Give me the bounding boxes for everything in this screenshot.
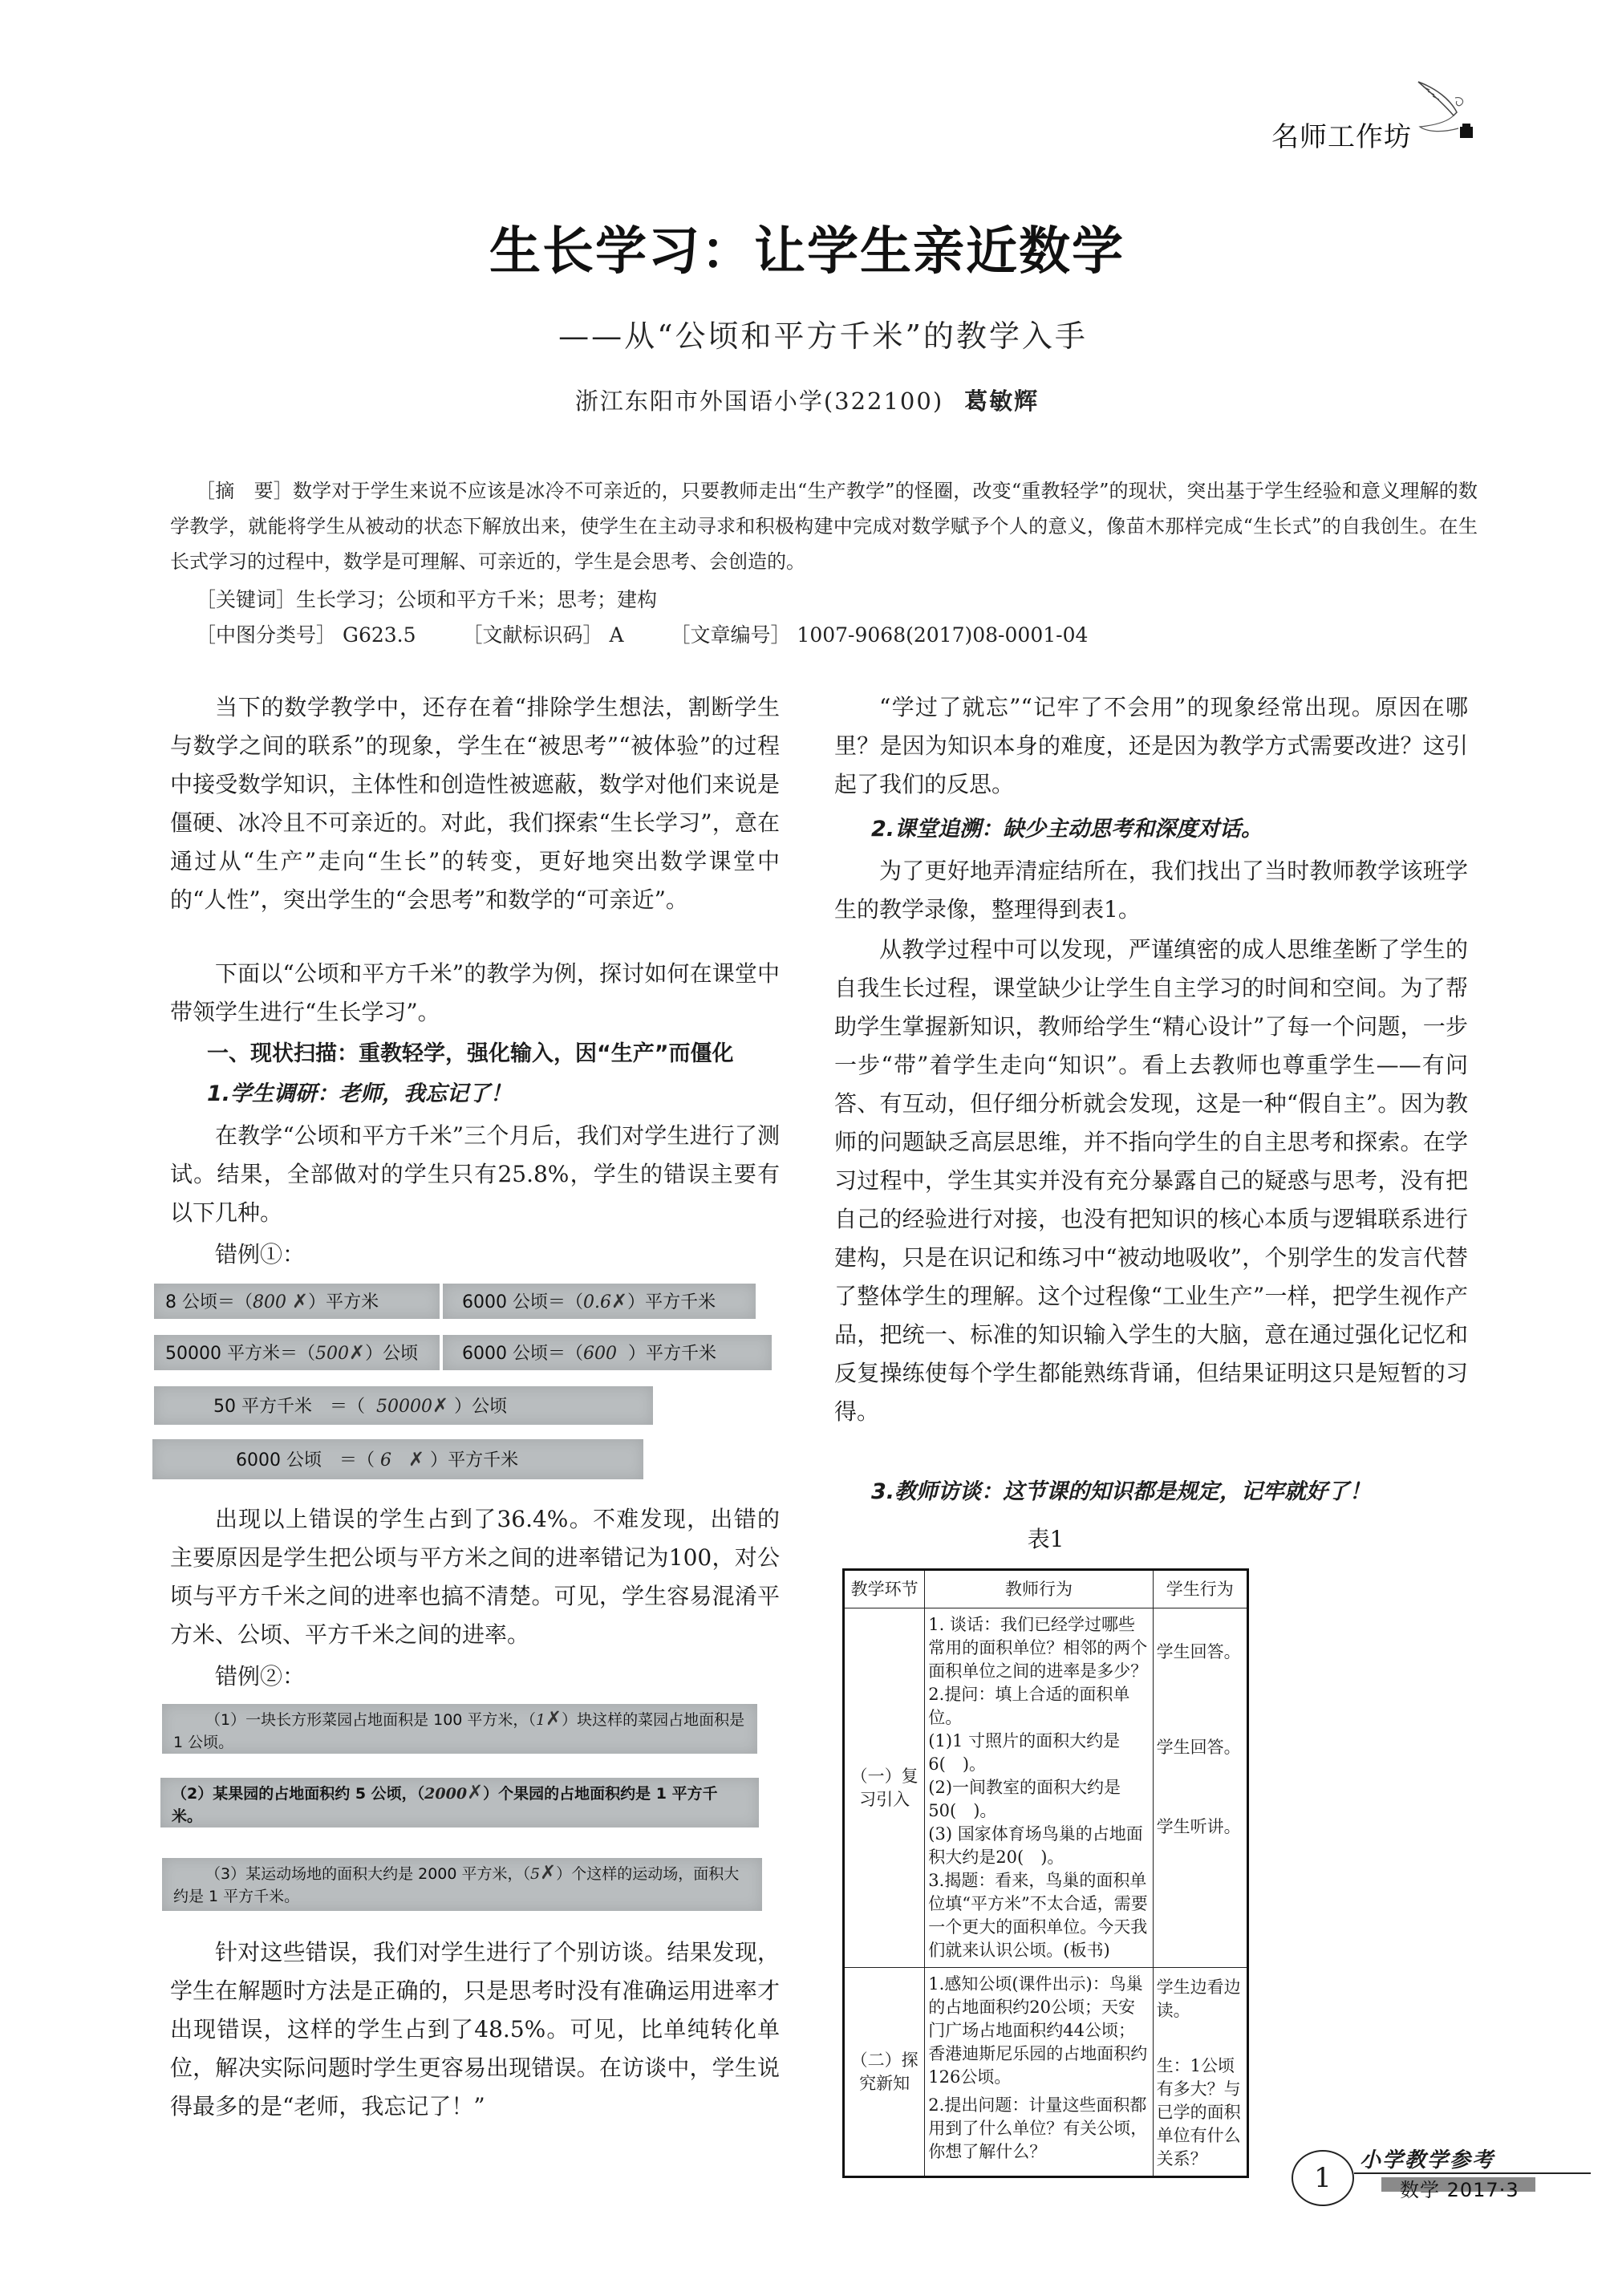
right-p3-block — [834, 931, 1468, 1431]
error-snippet: 50000 平方米＝（500✗）公顷 — [154, 1335, 440, 1370]
abstract — [170, 473, 1478, 579]
paragraph: “学过了就忘”“记牢了不会用”的现象经常出现。原因在哪里？是因为知识本身的难度，还是因为教学方式需要改进？这引起了我们的反思。 — [834, 694, 1468, 797]
article-subtitle: ——从“公顷和平方千米”的教学入手 — [558, 318, 1088, 354]
paragraph: 在教学“公顷和平方千米”三个月后，我们对学生进行了测试。结果，全部做对的学生只有25.8%，学生的错误主要有以下几种。 — [170, 1122, 780, 1226]
table-header: 教师行为 — [925, 1570, 1153, 1608]
error-snippet: 6000 公顷＝（0.6✗）平方千米 — [443, 1284, 756, 1319]
paragraph: 下面以“公顷和平方千米”的教学为例，探讨如何在课堂中带领学生进行“生长学习”。 — [170, 960, 780, 1025]
doc-code-value: A — [609, 623, 624, 647]
table-caption: 表1 — [1027, 1526, 1065, 1552]
abstract-text: 数学对于学生来说不应该是冰冷不可亲近的，只要教师走出“生产教学”的怪圈，改变“重教轻学”的现状，突出基于学生经验和意义理解的数学教学，就能将学生从被动的状态下解放出来，使学生在主动寻求和积极构建中完成对数学赋予个人的意义，像苗木那样完成“生长式”的自我创生。在生长式学习的过程中，数学是可理解、可亲近的，学生是会思考、会创造的。 — [170, 480, 1478, 573]
left-error2-label-block — [170, 1657, 780, 1696]
table-row — [844, 1608, 1248, 1968]
journal-name: 小学教学参考 — [1360, 2148, 1495, 2172]
page-number: 1 — [1292, 2150, 1354, 2206]
article-no-value: 1007-9068(2017)08-0001-04 — [797, 623, 1089, 647]
left-h1-block — [170, 1035, 780, 1073]
subsection-heading: 2.课堂追溯：缺少主动思考和深度对话。 — [871, 817, 1263, 842]
keywords-line — [170, 584, 657, 613]
subsection-heading: 3.教师访谈：这节课的知识都是规定，记牢就好了！ — [871, 1479, 1372, 1504]
error-snippet: 8 公顷＝（800 ✗）平方米 — [154, 1284, 440, 1319]
right-p1-block — [834, 688, 1468, 804]
table-row — [844, 1968, 1248, 2177]
error-snippet: 6000 公顷 ＝（ 6 ✗ ）平方千米 — [152, 1439, 643, 1479]
table-1 — [842, 1568, 1249, 2178]
right-p2-block — [834, 852, 1468, 929]
clc-label: ［中图分类号］ — [196, 623, 337, 647]
doc-code-label: ［文献标识码］ — [462, 623, 603, 647]
article-no-label: ［文章编号］ — [670, 623, 791, 647]
paragraph: 针对这些错误，我们对学生进行了个别访谈。结果发现，学生在解题时方法是正确的，只是思考时没有准确运用进率才出现错误，这样的学生占到了48.5%。可见，比单纯转化单位，解决实际问题时学生更容易出现错误。在访谈中，学生说得最多的是“老师，我忘记了！” — [170, 1939, 780, 2120]
table-header: 学生行为 — [1153, 1570, 1247, 1608]
clc-value: G623.5 — [342, 623, 416, 647]
table-header: 教学环节 — [844, 1570, 925, 1608]
column-tag: 名师工作坊 — [1271, 121, 1412, 153]
table-cell-student: 学生边看边读。 生：1公顷有多大？与已学的面积单位有什么关系？ — [1153, 1968, 1247, 2177]
error-snippet: （2）某果园的占地面积约 5 公顷，（2000✗）个果园的占地面积约是 1 平方千米。 — [160, 1778, 759, 1827]
left-p1-block — [170, 688, 780, 919]
quill-inkwell-icon — [1412, 80, 1476, 144]
subsection-heading: 1.学生调研：老师，我忘记了！ — [207, 1081, 513, 1106]
table-header-row — [844, 1570, 1248, 1608]
error-example-label: 错例②： — [215, 1663, 306, 1690]
error-snippet: 50 平方千米 ＝（ 50000✗ ）公顷 — [154, 1386, 653, 1425]
paragraph: 出现以上错误的学生占到了36.4%。不难发现，出错的主要原因是学生把公顷与平方米之间的进率错记为100，对公顷与平方千米之间的进率也搞不清楚。可见，学生容易混淆平方米、公顷、平方千米之间的进率。 — [170, 1506, 780, 1648]
keywords-label: ［关键词］ — [196, 588, 297, 611]
right-h2-2-block — [834, 810, 1468, 849]
paragraph: 为了更好地弄清症结所在，我们找出了当时教师教学该班学生的教学录像，整理得到表1。 — [834, 858, 1468, 923]
error-snippet: 6000 公顷＝（600 ）平方千米 — [443, 1335, 772, 1370]
author-name: 葛敏辉 — [964, 387, 1040, 415]
author-line — [0, 383, 1614, 416]
keywords: 生长学习；公顷和平方千米；思考；建构 — [296, 588, 658, 611]
error-snippet: （3）某运动场地的面积大约是 2000 平方米，（5✗）个这样的运动场，面积大约是 1 平方千米。 — [162, 1858, 762, 1911]
left-error1-label-block — [170, 1235, 780, 1274]
left-p3-block — [170, 1117, 780, 1232]
table-cell-teacher: 1.感知公顷(课件出示)：鸟巢的占地面积约20公顷；天安门广场占地面积约44公顷；香港迪斯尼乐园的占地面积约126公顷。 2.提出问题：计量这些面积都用到了什么单位？有关公顷，你想了解什么？ — [925, 1968, 1153, 2177]
table-cell-teacher: 1. 谈话：我们已经学过哪些常用的面积单位？相邻的两个面积单位之间的进率是多少？ 2.提问：填上合适的面积单位。 (1)1 寸照片的面积大约是6( )。 (2)一间教室的面积大约是50( )。 (3) 国家体育场鸟巢的占地面积大约是20( )。 3.揭题：看来，鸟巢的面积单位填“平方米”不太合适，需要一个更大的面积单位。今天我们就来认识公顷。(板书) — [925, 1608, 1153, 1968]
right-h2-3-block — [834, 1473, 1468, 1511]
left-p2-block — [170, 955, 780, 1032]
abstract-label: ［摘 要］ — [196, 480, 293, 502]
issue-label: 数学 2017·3 — [1400, 2179, 1519, 2201]
classification-line — [170, 619, 1088, 648]
left-p5-block — [170, 1933, 780, 2126]
table-cell-student: 学生回答。 学生回答。 学生听讲。 — [1153, 1608, 1247, 1968]
left-h2-block — [170, 1075, 780, 1114]
paragraph: 从教学过程中可以发现，严谨缜密的成人思维垄断了学生的自我生长过程，课堂缺少让学生自主学习的时间和空间。为了帮助学生掌握新知识，教师给学生“精心设计”了每一个问题，一步一步“带”着学生走向“知识”。看上去教师也尊重学生——有问答、有互动，但仔细分析就会发现，这是一种“假自主”。因为教师的问题缺乏高层思维，并不指向学生的自主思考和探索。在学习过程中，学生其实并没有充分暴露自己的疑惑与思考，没有把自己的经验进行对接，也没有把知识的核心本质与逻辑联系进行建构，只是在识记和练习中“被动地吸收”，个别学生的发言代替了整体学生的理解。这个过程像“工业生产”一样，把学生视作产品，把统一、标准的知识输入学生的大脑，意在通过强化记忆和反复操练使每个学生都能熟练背诵，但结果证明这只是短暂的习得。 — [834, 936, 1468, 1425]
error-snippet: （1）一块长方形菜园占地面积是 100 平方米，（1✗）块这样的菜园占地面积是 1 公顷。 — [162, 1704, 757, 1754]
left-p4-block — [170, 1500, 780, 1654]
section-heading: 一、现状扫描：重教轻学，强化输入，因“生产”而僵化 — [207, 1041, 734, 1066]
table-cell-stage: （二）探究新知 — [844, 1968, 925, 2177]
error-example-label: 错例①： — [215, 1241, 306, 1268]
table-cell-stage: （一）复习引入 — [844, 1608, 925, 1968]
article-title: 生长学习：让学生亲近数学 — [489, 222, 1125, 282]
affiliation: 浙江东阳市外国语小学(322100) — [574, 387, 944, 415]
paragraph: 当下的数学教学中，还存在着“排除学生想法，割断学生与数学之间的联系”的现象，学生在“被思考”“被体验”的过程中接受数学知识，主体性和创造性被遮蔽，数学对他们来说是僵硬、冰冷且不可亲近的。对此，我们探索“生长学习”，意在通过从“生产”走向“生长”的转变，更好地突出数学课堂中的“人性”，突出学生的“会思考”和数学的“可亲近”。 — [170, 694, 780, 913]
